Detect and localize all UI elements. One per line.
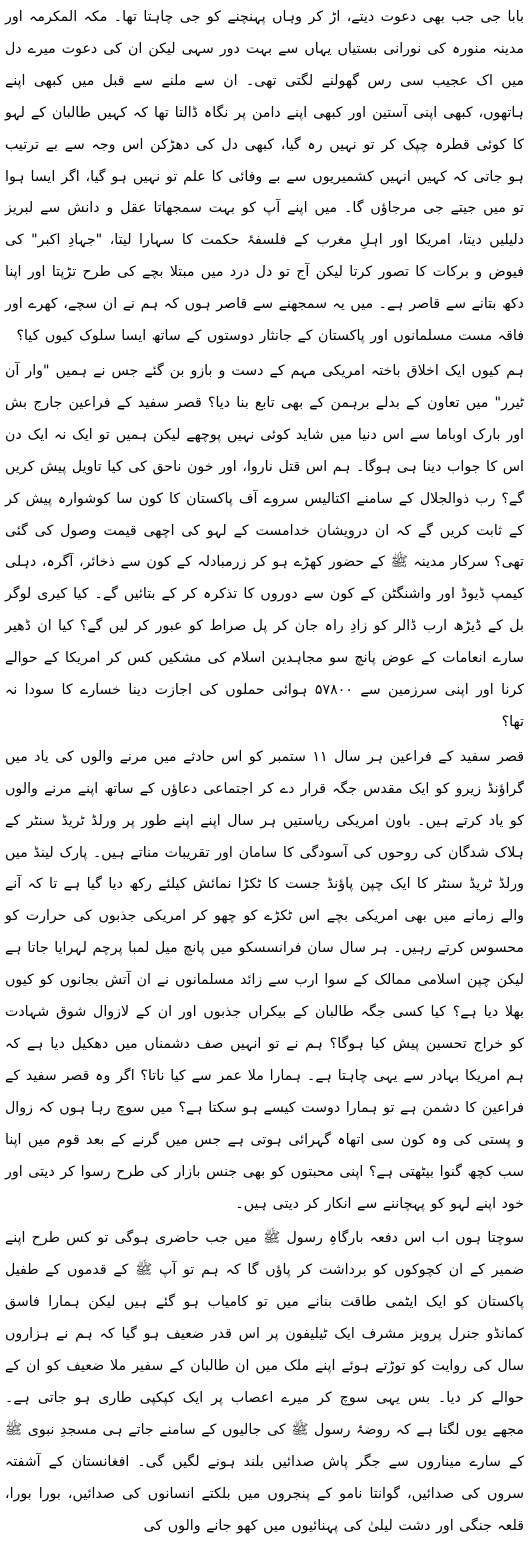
paragraph-4: سوچتا ہوں اب اس دفعہ بارگاہِ رسول ﷺ میں جب حاضری ہوگی تو کس طرح اپنے ضمیر کے ان کچوکوں کو برداشت کر پاؤں گا کہ ہم تو آپ ﷺ کے قدموں کے طفیل پاکستان کو ایک ایٹمی طاقت بنانے میں تو کامیاب ہو گئے ہیں لیکن ہمارا فاسق کمانڈو جنرل پرویز مشرف ایک ٹیلیفون پر اس قدر ضعیف ہو گیا کہ ہم نے ہزاروں سال کی روایت کو توڑتے ہوئے اپنے ملک میں ان طالبان کے سفیر ملا ضعیف کو ان کے حوالے کر دیا۔ بس یہی سوچ کر میرے اعصاب پر ایک کپکپی طاری ہو جاتی ہے۔ مجھے یوں لگتا ہے کہ روضۂ رسول ﷺ کی جالیوں کے سامنے جاتے ہی مسجدِ نبوی ﷺ کے سارے میناروں سے جگر پاش صدائیں بلند ہونے لگیں گی۔ افغانستان کے آشفتہ سروں کی صدائیں، گوانتا نامو کے پنجروں میں بلکتے انسانوں کی صدائیں، بورا بورا، قلعہ جنگی اور دشت لیلیٰ کی پہنائیوں میں کھو جانے والوں کی	[5, 1230, 524, 1534]
paragraph-1: بابا جی جب بھی دعوت دیتے، اڑ کر وہاں پہنچنے کو جی چاہتا تھا۔ مکہ المکرمہ اور مدینہ منورہ کی نورانی بستیاں یہاں سے بہت دور سہی لیکن ان کی دعوت میرے دل میں اک عجیب سی رس گھولنے لگتی تھی۔ ان سے ملنے سے قبل میں کبھی اپنے ہاتھوں، کبھی اپنی آستین اور کبھی اپنے دامن پر نگاہ ڈالتا تھا کہ کہیں طالبان کے لہو کا کوئی قطرہ چپک کر تو نہیں رہ گیا، کبھی دل کی دھڑکن اس وجہ سے بے ترتیب ہو جاتی کہ کہیں انہیں کشمیریوں سے بے وفائی کا علم تو نہیں ہو گیا، اگر ایسا ہوا تو میں جیتے جی مرجاؤں گا۔ میں اپنے آپ کو بہت سمجھاتا عقل و دانش سے لبریز دلیلیں دیتا، امریکا اور اہلِ مغرب کے فلسفۂ حکمت کا سہارا لیتا، "جہادِ اکبر" کی فیوض و برکات کا تصور کرتا لیکن آج تو دل درد میں مبتلا بچے کی طرح تڑپتا اور اپنا دکھ بتانے سے قاصر ہے۔ میں یہ سمجھنے سے قاصر ہوں کہ ہم نے ان سچے، کھرے اور فاقہ مست مسلمانوں اور پاکستان کے جانثار دوستوں کے ساتھ ایسا سلوک کیوں کیا؟	[5, 9, 524, 345]
paragraph-3: قصر سفید کے فراعین ہر سال ۱۱ ستمبر کو اس حادثے میں مرنے والوں کی یاد میں گراؤنڈ زیرو کو ایک مقدس جگہ قرار دے کر اجتماعی دعاؤں کے ساتھ اپنے مرنے والوں کو یاد کرتے ہیں۔ باون امریکی ریاستیں ہر سال اپنے اپنے طور پر ورلڈ ٹریڈ سنٹر کے ہلاک شدگان کی روحوں کی آسودگی کا سامان اور تقریبات مناتے ہیں۔ پارک لینڈ میں ورلڈ ٹریڈ سنٹر کا ایک چپن پاؤنڈ جست کا ٹکڑا نمائش کیلئے رکھ دیا گیا ہے تا کہ آنے والے زمانے میں بھی امریکی بچے اس ٹکڑے کو چھو کر امریکی جذبوں کی حرارت کو محسوس کرتے رہیں۔ ہر سال سان فرانسسکو میں پانچ میل لمبا پرچم لہرایا جاتا ہے لیکن چپن اسلامی ممالک کے سوا ارب سے زائد مسلمانوں نے ان آتش بجانوں کو کیوں بھلا دیا ہے؟ کیا کسی جگہ طالبان کے بیکراں جذبوں اور ان کے لازوال شوق شہادت کو خراج تحسین پیش کیا ہوگا؟ ہم نے تو انہیں صف دشمناں میں دھکیل دیا ہے کہ ہم امریکا بہادر سے یہی چاہتا ہے۔ ہمارا ملا عمر سے کیا ناتا؟ اگر وہ قصر سفید کے فراعین کا دشمن ہے تو ہمارا دوست کیسے ہو سکتا ہے؟ میں سوچ رہا ہوں کہ زوال و پستی کی وہ کون سی اتھاہ گہرائی ہوتی ہے جس میں گرنے کے بعد قوم میں اپنا سب کچھ گنوا بیٹھتی ہے؟ اپنی محبتوں کو بھی جنس بازار کی طرح رسوا کر دیتی اور خود اپنے لہو کو پہچاننے سے انکار کر دیتی ہیں۔	[5, 748, 525, 1212]
paragraph-2: ہم کیوں ایک اخلاق باختہ امریکی مہم کے دست و بازو بن گئے جس نے ہمیں "وار آن ٹیرر" میں تعاون کے بدلے برہمن کے بھی تابع بنا دیا؟ قصر سفید کے فراعین جارج بش اور بارک اوباما سے اس دنیا میں شاید کوئی نہیں پوچھے لیکن ہمیں تو ایک نہ ایک دن اس کا جواب دینا ہی ہوگا۔ ہم اس قتل ناروا، اور خون ناحق کی کیا تاویل پیش کریں گے؟ رب ذوالجلال کے سامنے اکتالیس سروے آف پاکستان کا کون سا کوشوارہ پیش کر کے ثابت کریں گے کہ ان درویشان خدامست کے لہو کی اچھی قیمت وصول کی گئی تھی؟ سرکار مدینہ ﷺ کے حضور کھڑے ہو کر زرمبادلہ کے کون سے ذخائر، آگرہ، دہلی کیمپ ڈیوڈ اور واشنگٹن کے کون سے دوروں کا تذکرہ کر کے بتائیں گے۔ کیا کیری لوگر بل کے ڈیڑھ ارب ڈالر کو زادِ راہ جان کر پل صراط کو عبور کر لیں گے؟ کیا ان ڈھیر سارے انعامات کے عوض پانچ سو مجاہدین اسلام کی مشکیں کس کر امریکا کے حوالے کرنا اور اپنی سرزمین سے ۵۷۸۰۰ ہوائی حملوں کی اجازت دینا خسارے کا سودا نہ تھا؟	[5, 362, 524, 730]
